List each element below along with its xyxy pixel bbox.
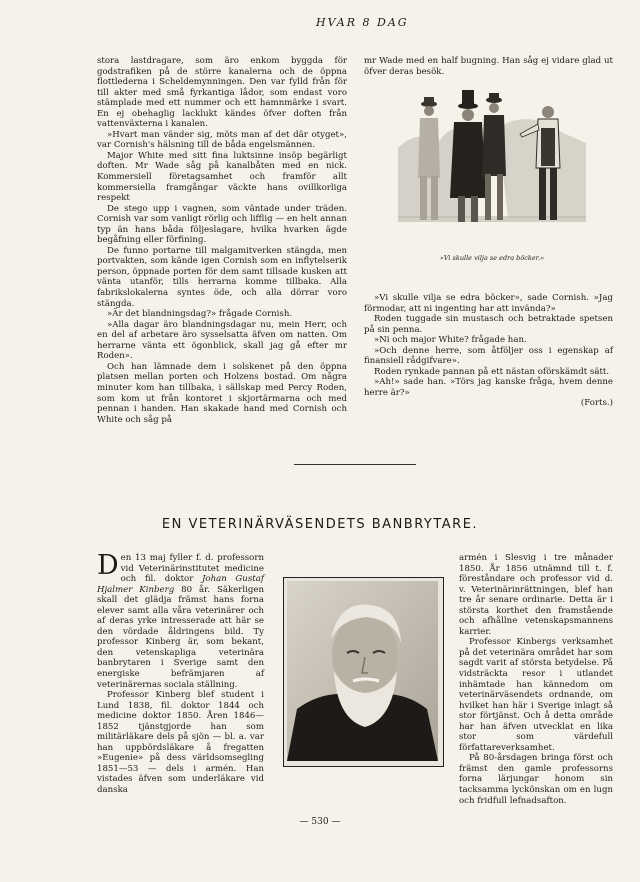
- story-paragraph: »Vi skulle vilja se edra böcker», sade Cornish. »Jag förmodar, att ni ingenting har att invända?»: [364, 293, 613, 314]
- page-number: — 530 —: [299, 817, 341, 827]
- article-paragraph: armén i Slesvig i tre månader 1850. År 1856 utnämnd till t. f. föreståndare och professor vid d. v. Veterinärinrättningen, blef han tre år senare ordinarie. Detta är i största korthet den framstående och afhållne vetenskapsmannens karrier.: [459, 553, 613, 637]
- running-header: HVAR 8 DAG: [316, 16, 409, 29]
- illustration-caption: »Vi skulle vilja se edra böcker.»: [439, 254, 545, 262]
- article-title: EN VETERINÄRVÄSENDETS BANBRYTARE.: [161, 517, 479, 532]
- article-column-left: [97, 550, 264, 796]
- article-column-right: [459, 553, 613, 806]
- story-paragraph: stora lastdragare, som äro enkom byggda för godstrafiken på de större kanalerna och de öppna flottlederna i Scheldemynningen. Den var fylld från för till akter med små fyrkantiga lådor, som endast voro stämplade med ett nummer och ett hamnmärke i svart. En ej obehaglig lacklukt kändes öfver doften från vattenväxterna i kanalen.: [97, 56, 347, 130]
- drop-cap: D: [97, 550, 119, 581]
- article-text: 80 år. Säkerligen skall det glädja främst hans forna elever samt alla våra veterinärer och af deras yrke intresserade att här se den vördade åldringens bild. Ty professor Kinberg är, som bekant, den vetenskapliga veterinära banbrytaren i Sverige samt den energiske befrämjaren af veterinärernas sociala ställning.: [97, 584, 264, 690]
- story-paragraph: »Hvart man vänder sig, möts man af det där otyget», var Cornish's hälsning till de båda engelsmännen.: [97, 129, 347, 151]
- story-paragraph: »Ni och major White? frågade han.: [374, 335, 527, 346]
- story-paragraph: »Alla dagar äro blandningsdagar nu, mein Herr, och en del af arbetare äro sysselsatta äfven om natten. Om herrarne vänta ett ögonblick, skall jag gå efter mr Roden».: [97, 319, 347, 362]
- story-column-right-top: [364, 56, 613, 77]
- story-paragraph: mr Wade med en half bugning. Han såg ej vidare glad ut öfver deras besök.: [364, 56, 613, 77]
- story-paragraph: Och han lämnade dem i solskenet på den öppna platsen mellan porten och Holzens bostad. Om några minuter kom han tillbaka, i sällskap med Percy Roden, som kom ut från kontoret i skjortärmarna och med pennan i handen. Han skakade hand med Cornish och White och såg på: [97, 361, 347, 425]
- story-paragraph: De funno portarne till malgamitverken stängda, men portvakten, som kände igen Cornish som en inflytelserik person, öppnade porten för dem samt tillsade kusken att vänta utanför, tills herrarna komme tillbaka. Alla fabrikslokalerna syntes öde, och alla dörrar voro stängda.: [97, 245, 347, 309]
- story-paragraph: Roden rynkade pannan på ett nästan oförskämdt sätt.: [374, 366, 610, 377]
- article-paragraph: [97, 550, 264, 690]
- article-paragraph: Professor Kinberg blef student i Lund 1838, fil. doktor 1844 och medicine doktor 1850. Åren 1846—1852 tjänstgjorde han som militärläkare dels på sjön — bl. a. var han uppbördsläkare å fregatten »Eugenie» på dess världsomsegling 1851—53 — dels i armén. Han vistades äfven som underläkare vid danska: [97, 690, 264, 796]
- story-column-left: [97, 56, 347, 425]
- article-text: en 13 maj fyller f. d. professorn vid Veterinärinstitutet medicine och fil. doktor: [120, 553, 264, 585]
- story-column-right-bottom: [364, 293, 613, 409]
- article-paragraph: På 80-årsdagen bringa först och främst den gamle professorns forna lärjungar honom sin tacksamma lyckönskan om en lugn och fridfull lefnadsafton.: [459, 753, 613, 806]
- continued-note: (Forts.): [580, 398, 613, 409]
- story-paragraph: Roden tuggade sin mustasch och betraktade spetsen på sin penna.: [364, 314, 613, 335]
- story-paragraph: De stego upp i vagnen, som väntade under träden. Cornish var som vanligt rörlig och lifflig — en helt annan typ än hans båda följeslagare, hvilka hvarken ägde begåfning eller förfining.: [97, 203, 347, 246]
- portrait-photo: [287, 581, 438, 761]
- story-illustration: [398, 88, 586, 246]
- person-name: Johan Gustaf Hjalmer Kinberg: [97, 574, 264, 595]
- section-divider: [294, 464, 416, 465]
- story-paragraph: »Och denne herre, som åtföljer oss i egenskap af finansiell rådgifvare».: [364, 345, 613, 367]
- article-paragraph: Professor Kinbergs verksamhet på det veterinära området har som sagdt varit af största betydelse. På vidsträckta resor i utlandet inhämtade han kännedom om veterinärväsendets ordnande, om hvilket han här i Sverige inlagt så stor förtjänst. Och å detta område har han äfven utvecklat en lika stor som värdefull författareverksamhet.: [459, 637, 613, 753]
- story-paragraph: »Ah!» sade han. »Törs jag kanske fråga, hvem denne herre är?»: [364, 377, 613, 398]
- story-paragraph: Major White med sitt fina luktsinne insöp begärligt doften. Mr Wade såg på kanalbåten med en nick. Kommersiell företagsamhet och framför allt kommersiella framgångar väckte hans ovillkorliga respekt: [97, 150, 347, 204]
- story-paragraph: »Är det blandningsdag?» frågade Cornish.: [107, 309, 293, 320]
